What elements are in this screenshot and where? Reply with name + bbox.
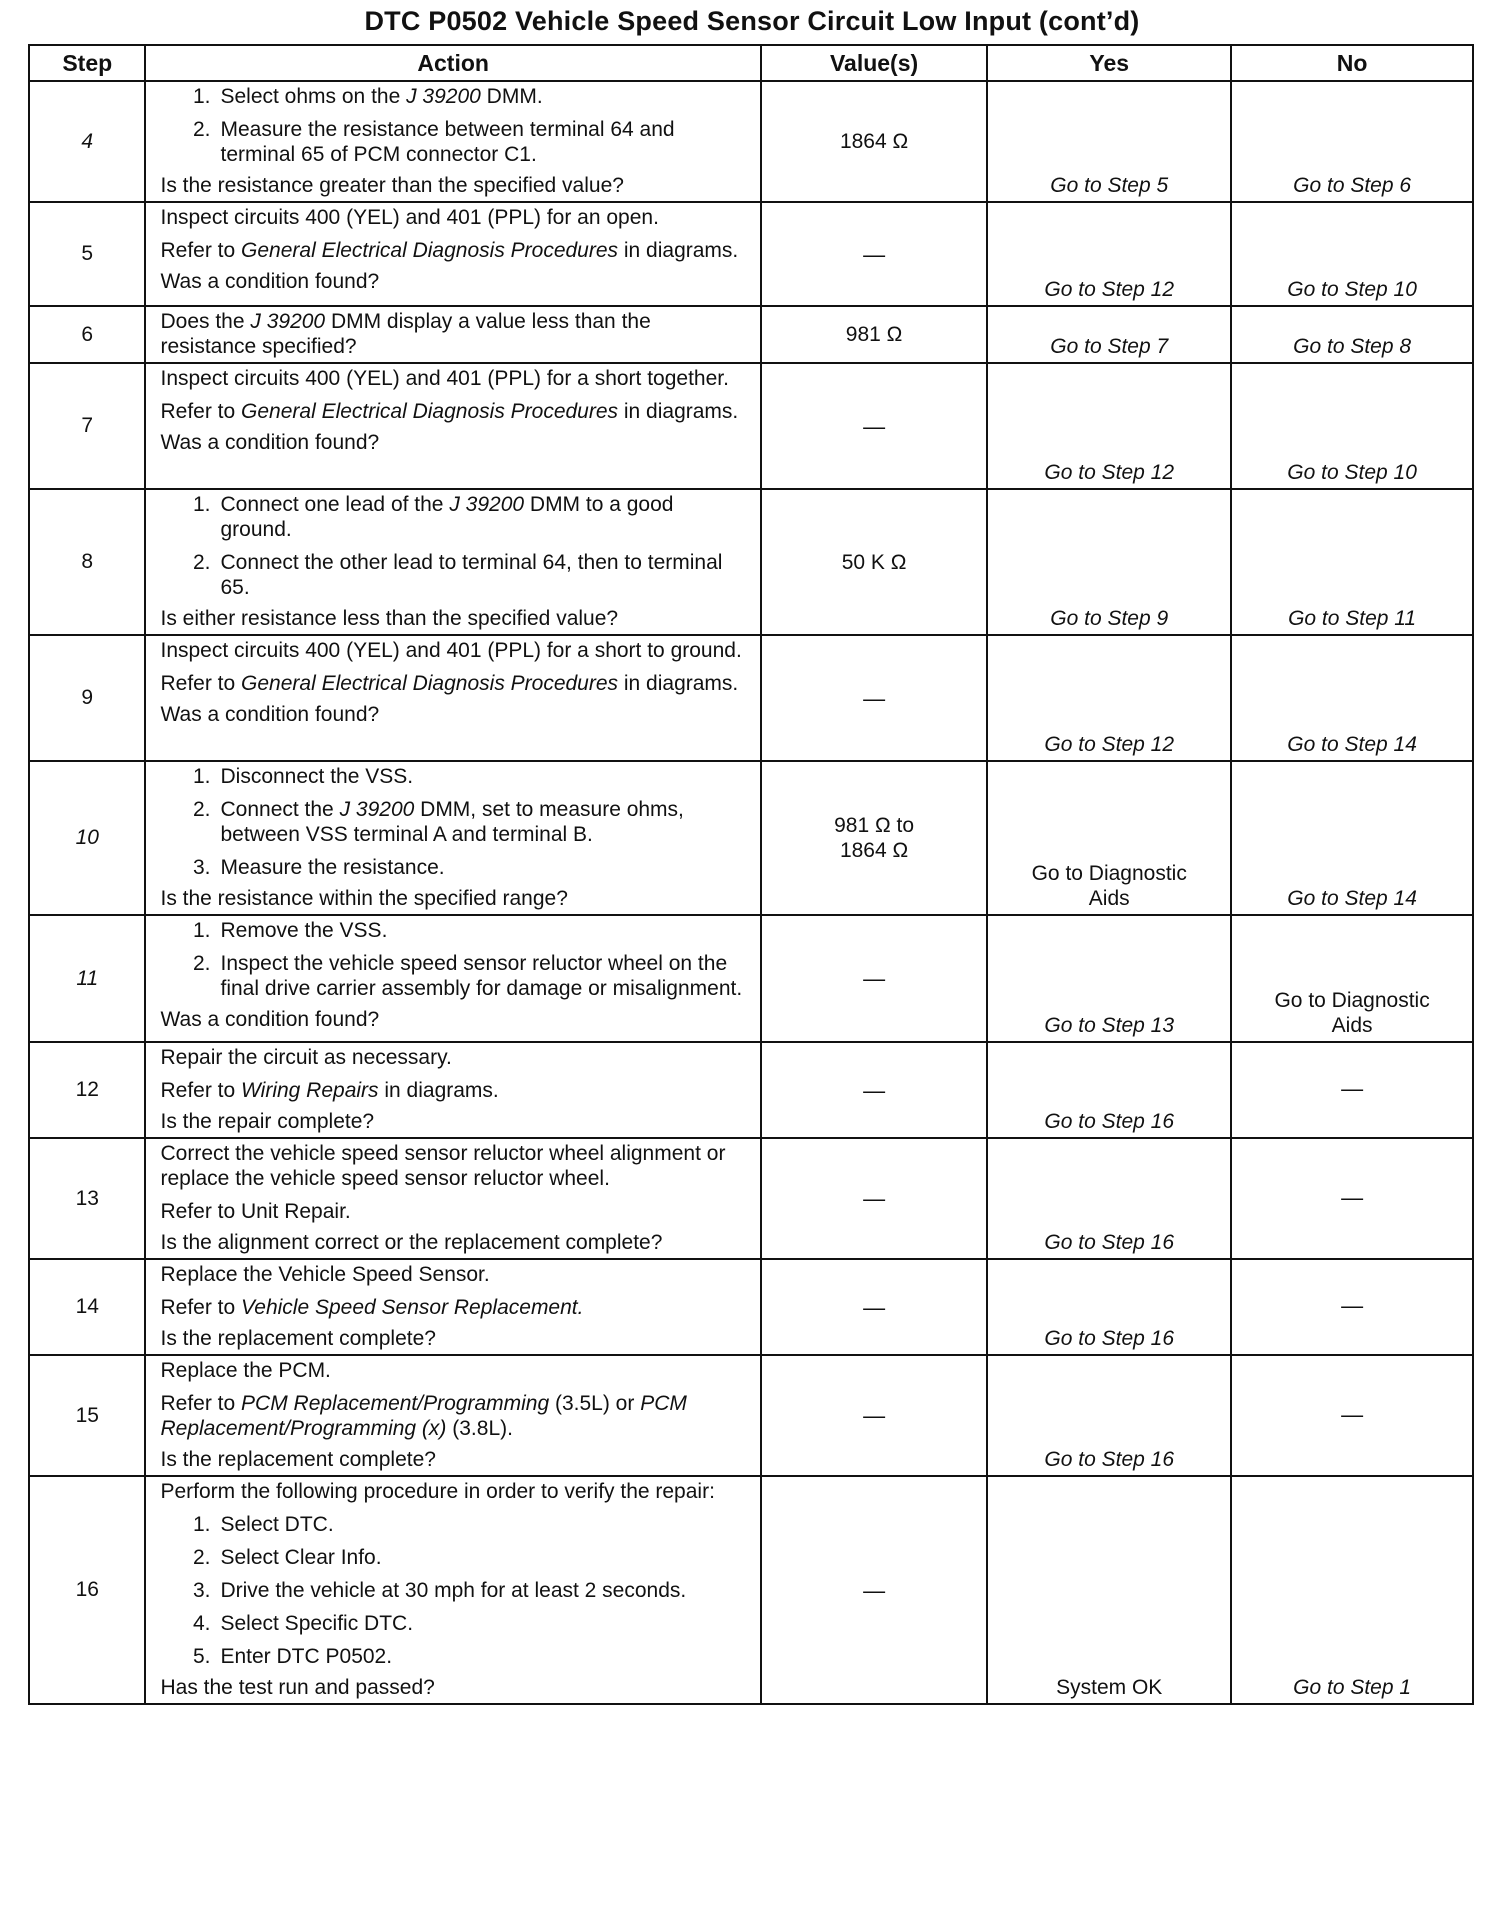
action-cell [145, 1355, 760, 1476]
value-cell [761, 306, 987, 363]
value-text: — [863, 1186, 886, 1211]
step-number: 9 [29, 635, 145, 761]
list-text [220, 855, 749, 880]
action-text: (3.8L). [446, 1417, 513, 1440]
yes-text: System OK [1056, 1676, 1163, 1699]
action-text: DMM. [480, 85, 543, 108]
table-row [29, 363, 1473, 489]
list-text [220, 1644, 749, 1669]
yes-cell [987, 363, 1231, 489]
no-text: Go to Step 8 [1293, 335, 1412, 358]
no-text: — [1341, 1184, 1364, 1210]
no-cell [1231, 1138, 1473, 1259]
action-list-item [160, 1578, 749, 1603]
value-text: — [863, 413, 886, 439]
action-text: DMM display a value less than the resistance specified? [160, 310, 651, 358]
list-text [220, 764, 749, 789]
action-text: Inspect the vehicle speed sensor reluctor wheel on the final drive carrier assembly for damage or misalignment. [220, 952, 743, 1000]
table-row [29, 1476, 1473, 1704]
list-text [220, 951, 749, 1001]
action-paragraph [160, 1078, 749, 1103]
action-text: DMM to a good ground. [220, 493, 674, 541]
yes-cell [987, 81, 1231, 202]
action-reference: J 39200 [339, 798, 415, 821]
step-number: 15 [29, 1355, 145, 1476]
action-text: Inspect circuits 400 (YEL) and 401 (PPL) for an open. [160, 206, 659, 229]
action-paragraph [160, 1479, 749, 1504]
action-list-item [160, 84, 749, 109]
list-number: 4. [192, 1612, 211, 1635]
yes-text: Go to Diagnostic Aids [1031, 862, 1187, 910]
action-reference: J 39200 [449, 493, 525, 516]
list-number: 2. [192, 551, 211, 574]
yes-text: Go to Step 16 [1044, 1110, 1175, 1133]
action-list-item [160, 951, 749, 1001]
no-text: — [1341, 1293, 1364, 1318]
value-cell [761, 761, 987, 915]
no-cell [1231, 1259, 1473, 1355]
yes-text: Go to Step 13 [1044, 1014, 1175, 1037]
action-list-item [160, 855, 749, 880]
action-text: Refer to [160, 1392, 242, 1415]
no-cell [1231, 363, 1473, 489]
no-text: Go to Step 14 [1287, 733, 1417, 756]
table-row [29, 635, 1473, 761]
table-row [29, 761, 1473, 915]
no-text: Go to Diagnostic Aids [1274, 989, 1430, 1037]
action-paragraph [160, 1295, 749, 1320]
value-cell [761, 1042, 987, 1138]
step-number: 16 [29, 1476, 145, 1704]
action-text: Measure the resistance. [220, 856, 445, 879]
action-paragraph [160, 1262, 749, 1287]
list-text [220, 1611, 749, 1636]
action-text: Disconnect the VSS. [220, 765, 414, 788]
yes-cell [987, 1259, 1231, 1355]
action-cell [145, 635, 760, 761]
action-list-item [160, 1611, 749, 1636]
action-question: Was a condition found? [160, 270, 380, 293]
action-cell [145, 1476, 760, 1704]
action-question: Was a condition found? [160, 703, 380, 726]
action-text: in diagrams. [618, 672, 739, 695]
value-text: — [863, 1403, 886, 1428]
action-reference: Wiring Repairs [241, 1079, 379, 1102]
action-text: Refer to Unit Repair. [160, 1200, 351, 1223]
value-cell [761, 81, 987, 202]
table-row [29, 489, 1473, 635]
no-text: Go to Step 6 [1293, 174, 1412, 197]
action-paragraph [160, 399, 749, 424]
yes-cell [987, 635, 1231, 761]
step-number: 12 [29, 1042, 145, 1138]
action-list-item [160, 117, 749, 167]
list-number: 3. [192, 856, 211, 879]
no-cell [1231, 1476, 1473, 1704]
yes-text: Go to Step 16 [1044, 1448, 1175, 1471]
table-row [29, 1259, 1473, 1355]
header-no: No [1231, 45, 1473, 81]
action-question: Is either resistance less than the specified value? [160, 607, 619, 630]
yes-text: Go to Step 16 [1044, 1231, 1175, 1254]
no-text: Go to Step 1 [1293, 1676, 1412, 1699]
action-question: Is the replacement complete? [160, 1327, 436, 1350]
value-text: — [863, 241, 886, 267]
yes-cell [987, 202, 1231, 306]
table-row [29, 1138, 1473, 1259]
step-number: 4 [29, 81, 145, 202]
value-text: 981 Ω to 1864 Ω [834, 814, 915, 862]
no-cell [1231, 915, 1473, 1042]
list-number: 1. [192, 919, 211, 942]
header-values: Value(s) [761, 45, 987, 81]
step-number: 14 [29, 1259, 145, 1355]
yes-cell [987, 1138, 1231, 1259]
no-cell [1231, 761, 1473, 915]
action-text: Remove the VSS. [220, 919, 388, 942]
list-text [220, 797, 749, 847]
action-text: Repair the circuit as necessary. [160, 1046, 452, 1069]
header-action: Action [145, 45, 760, 81]
no-cell [1231, 1355, 1473, 1476]
no-text: Go to Step 10 [1287, 278, 1417, 301]
no-text: Go to Step 10 [1287, 461, 1417, 484]
no-text: — [1341, 1401, 1364, 1427]
table-row [29, 202, 1473, 306]
step-number: 6 [29, 306, 145, 363]
action-reference: J 39200 [250, 310, 326, 333]
list-number: 2. [192, 798, 211, 821]
yes-cell [987, 915, 1231, 1042]
list-number: 1. [192, 765, 211, 788]
action-reference: General Electrical Diagnosis Procedures [241, 400, 619, 423]
action-cell [145, 306, 760, 363]
list-text [220, 918, 749, 943]
action-list-item [160, 797, 749, 847]
step-number: 8 [29, 489, 145, 635]
action-paragraph [160, 238, 749, 263]
action-cell [145, 202, 760, 306]
no-text: Go to Step 14 [1287, 887, 1417, 910]
page-title: DTC P0502 Vehicle Speed Sensor Circuit Low Input (cont’d) [364, 6, 1140, 36]
header-step: Step [29, 45, 145, 81]
step-number: 11 [29, 915, 145, 1042]
action-text: Select DTC. [220, 1513, 334, 1536]
action-paragraph [160, 1045, 749, 1070]
value-text: — [863, 1577, 886, 1603]
value-text: — [863, 966, 886, 991]
action-reference: J 39200 [406, 85, 481, 108]
list-text [220, 492, 749, 542]
value-cell [761, 1259, 987, 1355]
action-paragraph [160, 309, 749, 359]
value-cell [761, 1138, 987, 1259]
action-question: Was a condition found? [160, 1008, 380, 1031]
action-list-item [160, 764, 749, 789]
action-text: Refer to [160, 400, 242, 423]
action-cell [145, 1259, 760, 1355]
list-text [220, 1545, 749, 1570]
action-list-item [160, 550, 749, 600]
yes-text: Go to Step 12 [1044, 733, 1175, 756]
action-text: Correct the vehicle speed sensor reluctor wheel alignment or replace the vehicle speed sensor reluctor wheel. [160, 1142, 726, 1190]
yes-text: Go to Step 12 [1044, 278, 1175, 301]
yes-cell [987, 306, 1231, 363]
value-cell [761, 915, 987, 1042]
action-text: Connect the other lead to terminal 64, then to terminal 65. [220, 551, 723, 599]
value-text: 50 K Ω [841, 550, 907, 574]
action-text: Select ohms on the [220, 85, 407, 108]
list-number: 1. [192, 85, 211, 108]
action-list-item [160, 1545, 749, 1570]
action-text: Replace the Vehicle Speed Sensor. [160, 1263, 490, 1286]
action-question: Is the resistance greater than the specified value? [160, 174, 624, 197]
action-text: Refer to [160, 672, 242, 695]
action-question: Is the alignment correct or the replacement complete? [160, 1231, 663, 1254]
action-question: Is the repair complete? [160, 1110, 375, 1133]
action-list-item [160, 918, 749, 943]
no-cell [1231, 489, 1473, 635]
action-paragraph [160, 205, 749, 230]
action-paragraph [160, 1141, 749, 1191]
action-cell [145, 1042, 760, 1138]
value-cell [761, 489, 987, 635]
action-cell [145, 915, 760, 1042]
value-cell [761, 202, 987, 306]
table-row [29, 1355, 1473, 1476]
value-text: 981 Ω [845, 323, 903, 346]
list-text [220, 117, 749, 167]
no-cell [1231, 635, 1473, 761]
action-paragraph [160, 638, 749, 663]
yes-cell [987, 1476, 1231, 1704]
list-number: 1. [192, 493, 211, 516]
table-row [29, 306, 1473, 363]
action-cell [145, 1138, 760, 1259]
list-text [220, 84, 749, 109]
action-text: Enter DTC P0502. [220, 1645, 393, 1668]
action-text: Select Specific DTC. [220, 1612, 414, 1635]
action-list-item [160, 492, 749, 542]
value-text: 1864 Ω [839, 130, 909, 153]
action-question: Was a condition found? [160, 431, 380, 454]
value-cell [761, 1476, 987, 1704]
yes-cell [987, 1355, 1231, 1476]
action-reference: PCM Replacement/Programming (x) [160, 1392, 687, 1440]
action-text: in diagrams. [378, 1079, 499, 1102]
action-text: Perform the following procedure in order to verify the repair: [160, 1480, 715, 1503]
value-text: — [863, 1077, 886, 1103]
no-text: Go to Step 11 [1288, 607, 1417, 630]
list-number: 5. [192, 1645, 211, 1668]
table-row [29, 81, 1473, 202]
action-cell [145, 363, 760, 489]
value-cell [761, 635, 987, 761]
action-text: Connect one lead of the [220, 493, 450, 516]
action-question: Has the test run and passed? [160, 1676, 435, 1699]
action-text: Refer to [160, 1079, 242, 1102]
yes-text: Go to Step 7 [1050, 335, 1169, 358]
header-yes: Yes [987, 45, 1231, 81]
yes-cell [987, 1042, 1231, 1138]
no-cell [1231, 202, 1473, 306]
action-text: Replace the PCM. [160, 1359, 331, 1382]
value-cell [761, 1355, 987, 1476]
action-text: Refer to [160, 239, 242, 262]
action-question: Is the resistance within the specified range? [160, 887, 568, 910]
action-text: in diagrams. [618, 239, 739, 262]
table-row [29, 1042, 1473, 1138]
list-number: 3. [192, 1579, 211, 1602]
yes-text: Go to Step 12 [1044, 461, 1175, 484]
action-list-item [160, 1512, 749, 1537]
yes-cell [987, 489, 1231, 635]
step-number: 5 [29, 202, 145, 306]
list-number: 2. [192, 952, 211, 975]
yes-text: Go to Step 5 [1050, 174, 1169, 197]
action-reference: PCM Replacement/Programming [241, 1392, 550, 1415]
action-list-item [160, 1644, 749, 1669]
list-number: 2. [192, 118, 211, 141]
action-text: Drive the vehicle at 30 mph for at least 2 seconds. [220, 1579, 687, 1602]
list-text [220, 1578, 749, 1603]
action-text: Select Clear Info. [220, 1546, 382, 1569]
table-row [29, 915, 1473, 1042]
action-reference: General Electrical Diagnosis Procedures [241, 672, 619, 695]
value-text: — [863, 685, 886, 711]
action-text: Inspect circuits 400 (YEL) and 401 (PPL) for a short together. [160, 367, 729, 390]
step-number: 7 [29, 363, 145, 489]
yes-cell [987, 761, 1231, 915]
list-text [220, 1512, 749, 1537]
action-cell [145, 81, 760, 202]
action-reference: Vehicle Speed Sensor Replacement. [241, 1296, 584, 1319]
table-header-row [29, 45, 1473, 81]
no-cell [1231, 1042, 1473, 1138]
value-text: — [863, 1294, 886, 1320]
action-cell [145, 489, 760, 635]
list-number: 2. [192, 1546, 211, 1569]
action-paragraph [160, 1358, 749, 1383]
step-number: 10 [29, 761, 145, 915]
list-number: 1. [192, 1513, 211, 1536]
action-cell [145, 761, 760, 915]
list-text [220, 550, 749, 600]
action-text: Connect the [220, 798, 340, 821]
action-reference: General Electrical Diagnosis Procedures [241, 239, 619, 262]
action-text: (3.5L) or [549, 1392, 641, 1415]
action-paragraph [160, 1199, 749, 1224]
action-question: Is the replacement complete? [160, 1448, 436, 1471]
no-cell [1231, 81, 1473, 202]
no-text: — [1341, 1076, 1364, 1101]
step-number: 13 [29, 1138, 145, 1259]
yes-text: Go to Step 16 [1044, 1327, 1175, 1350]
value-cell [761, 363, 987, 489]
action-text: in diagrams. [618, 400, 739, 423]
diagnostic-table [28, 44, 1474, 1705]
action-paragraph [160, 1391, 749, 1441]
action-text: Inspect circuits 400 (YEL) and 401 (PPL) for a short to ground. [160, 639, 742, 662]
action-paragraph [160, 671, 749, 696]
action-text: Does the [160, 310, 251, 333]
action-text: Measure the resistance between terminal 64 and terminal 65 of PCM connector C1. [220, 118, 675, 166]
action-text: DMM, set to measure ohms, between VSS terminal A and terminal B. [220, 798, 684, 846]
action-paragraph [160, 366, 749, 391]
action-text: Refer to [160, 1296, 242, 1319]
no-cell [1231, 306, 1473, 363]
yes-text: Go to Step 9 [1050, 607, 1169, 630]
